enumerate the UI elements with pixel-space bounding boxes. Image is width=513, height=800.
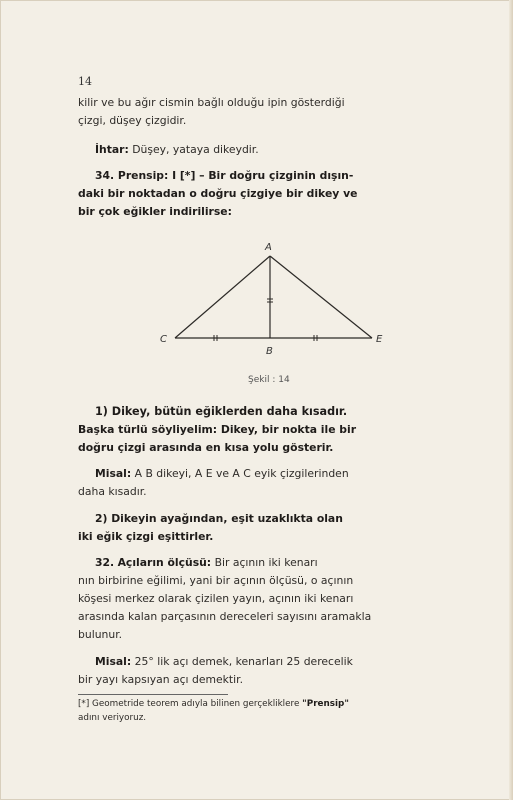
principle34-label: Prensip: I [*] — [117, 169, 196, 182]
principle34-line3: bir çok eğikler indirilirse: — [78, 205, 232, 218]
section32-label: Açıların ölçüsü: — [117, 556, 212, 569]
misal2-line1-rest: 25° lik açı demek, kenarları 25 derecelik — [134, 655, 353, 668]
page-number: 14 — [78, 75, 92, 88]
item1-line1: 1) Dikey, bütün eğiklerden daha kısadır. — [95, 405, 348, 418]
section32-line4: arasında kalan parçasının dereceleri sayısını aramakla — [78, 610, 372, 623]
section32-number: 32. — [95, 556, 115, 569]
misal2-line1 — [95, 654, 353, 669]
item2-line2: iki eğik çizgi eşittirler. — [78, 530, 214, 543]
item1-line2: Başka türlü söyliyelim: Dikey, bir nokta ile bir — [78, 423, 357, 436]
ihtar-line — [95, 142, 259, 157]
section32-line1-rest: Bir açının iki kenarı — [214, 556, 318, 569]
footnote-rule — [78, 694, 228, 695]
line-ac — [175, 256, 270, 338]
label-e: E — [376, 334, 383, 345]
section32-line5: bulunur. — [78, 628, 123, 641]
page-edge — [509, 0, 513, 800]
section32-line3: köşesi merkez olarak çizilen yayın, açının iki kenarı — [78, 592, 354, 605]
misal2-line2: bir yayı kapsıyan açı demektir. — [78, 673, 243, 686]
principle34-line2: daki bir noktadan o doğru çizgiye bir dikey ve — [78, 187, 358, 200]
figure-14 — [150, 238, 390, 368]
principle34-line1-rest: – Bir doğru çizginin dışın- — [199, 169, 354, 182]
ihtar-text: Düşey, yataya dikeydir. — [132, 143, 259, 156]
section32-line2: nın birbirine eğilimi, yani bir açının ölçüsü, o açının — [78, 574, 354, 587]
footnote-line1 — [78, 698, 349, 711]
principle34-number: 34. — [95, 169, 115, 182]
para1-line2: çizgi, düşey çizgidir. — [78, 114, 187, 127]
label-a: A — [265, 242, 272, 253]
misal1-label: Misal: — [95, 467, 132, 480]
label-c: C — [160, 334, 167, 345]
footnote-line2: adını veriyoruz. — [78, 713, 147, 723]
misal1-line1 — [95, 466, 349, 481]
footnote-text: [*] Geometride teorem adıyla bilinen gerçekliklere — [78, 699, 300, 709]
footnote-prensip: "Prensip" — [302, 699, 349, 709]
label-b: B — [266, 346, 273, 357]
item1-line3: doğru çizgi arasında en kısa yolu gösterir. — [78, 441, 334, 454]
section32-line1 — [95, 555, 318, 570]
line-ae — [270, 256, 372, 338]
misal1-line2: daha kısadır. — [78, 485, 147, 498]
misal1-line1-rest: A B dikeyi, A E ve A C eyik çizgilerinden — [134, 467, 349, 480]
para1-line1: kilir ve bu ağır cismin bağlı olduğu ipin gösterdiği — [78, 96, 345, 109]
misal2-label: Misal: — [95, 655, 132, 668]
item2-line1: 2) Dikeyin ayağından, eşit uzaklıkta olan — [95, 512, 343, 525]
ihtar-label: İhtar: — [95, 143, 129, 156]
figure-caption: Şekil : 14 — [248, 375, 290, 385]
principle34-line1 — [95, 168, 353, 183]
